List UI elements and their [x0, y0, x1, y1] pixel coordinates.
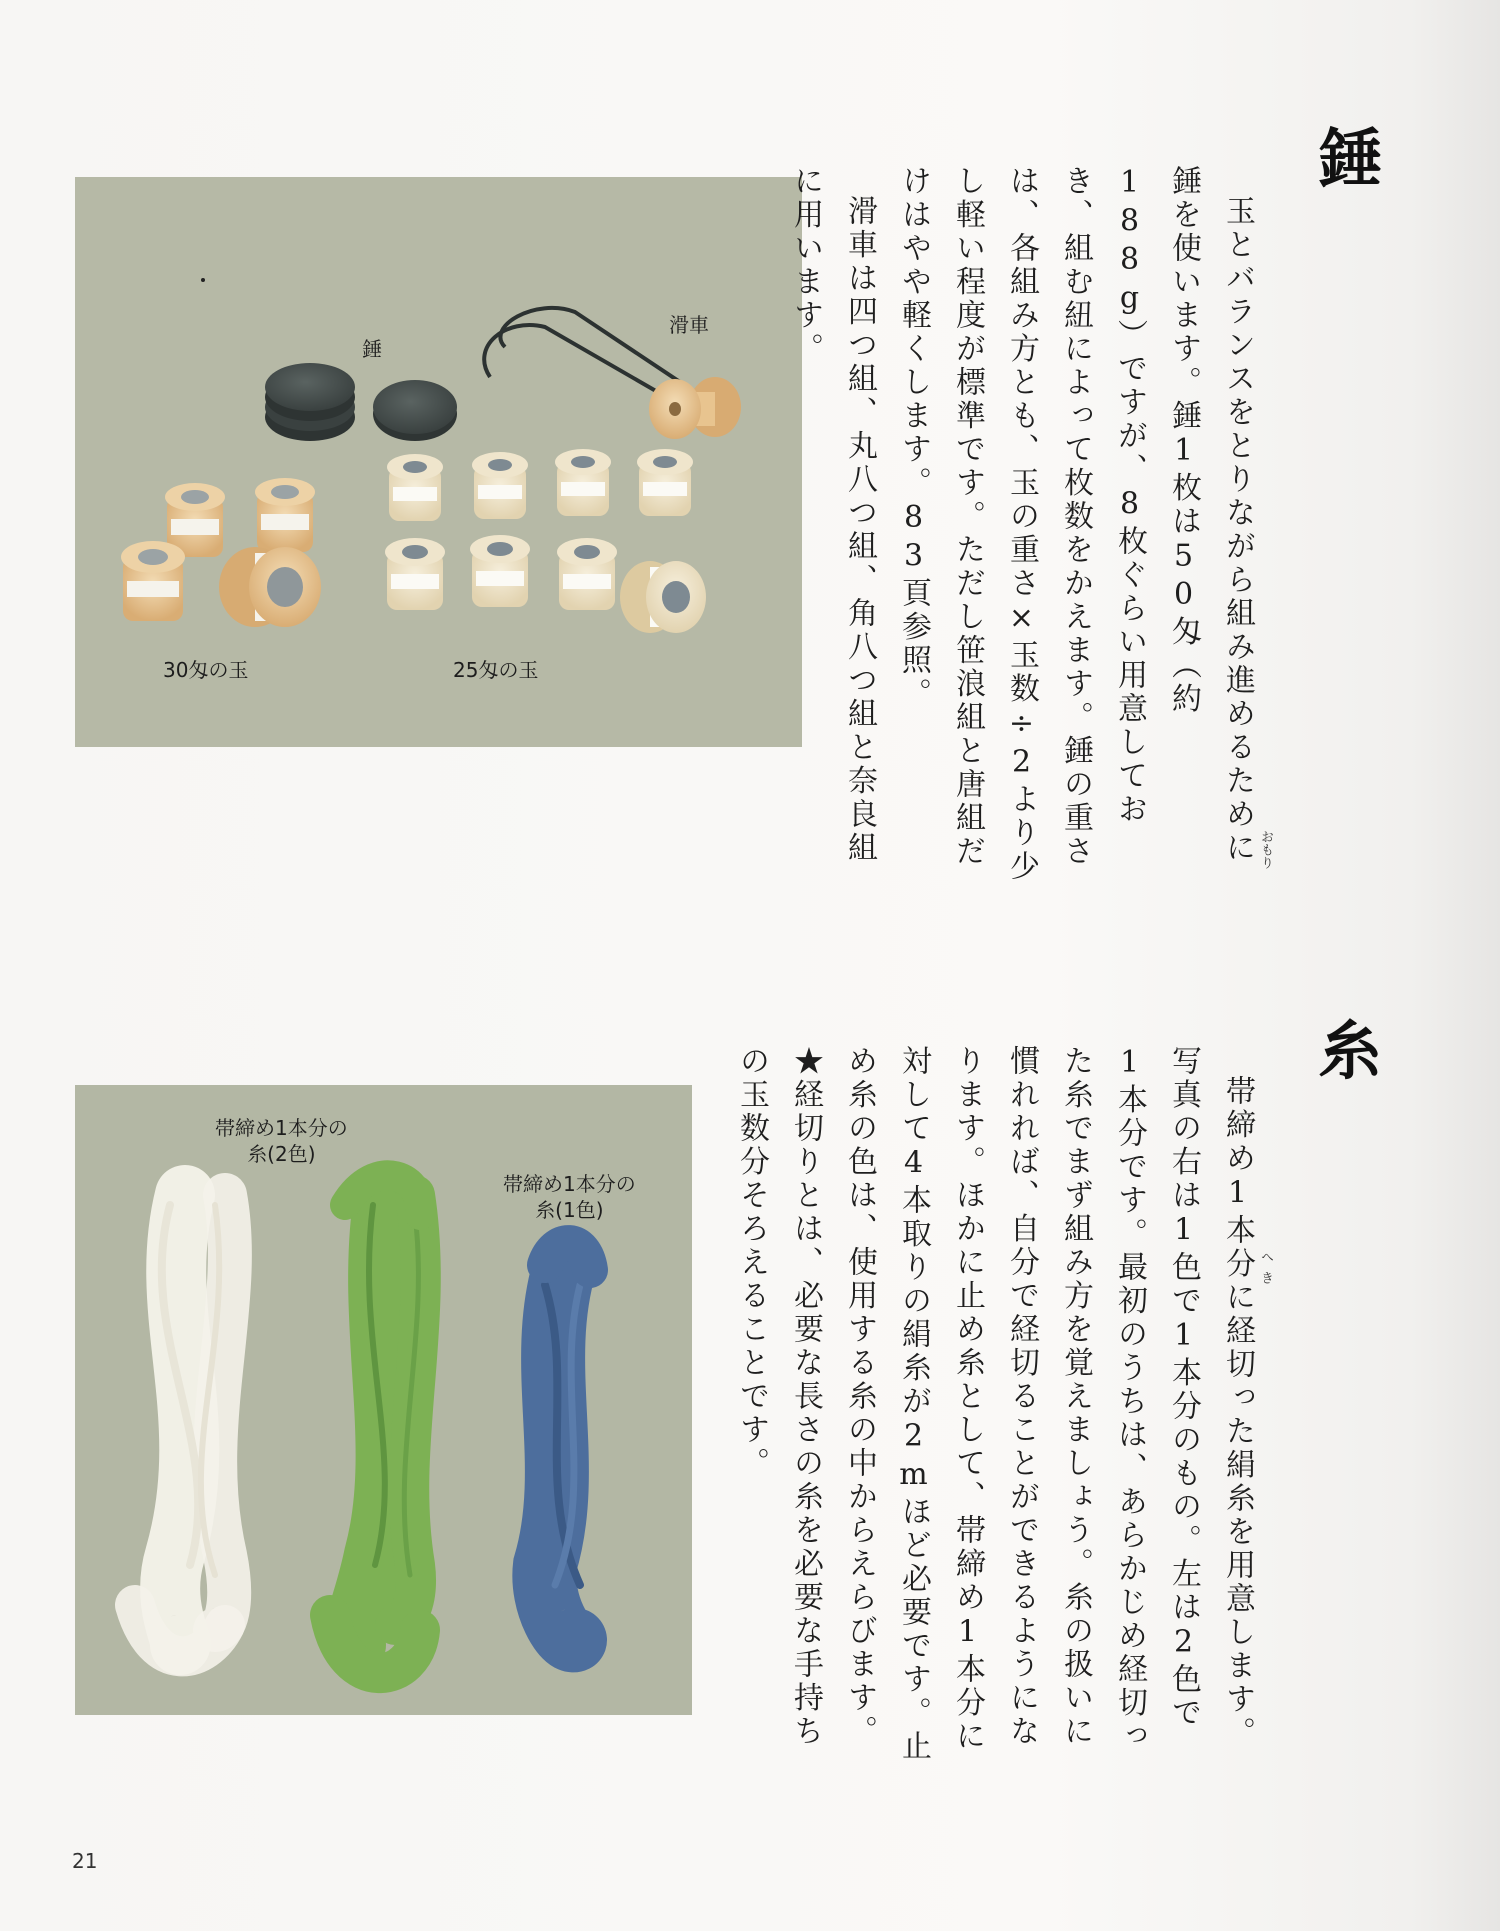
label-pulley: 滑車	[669, 313, 709, 337]
green-thread-skein	[330, 1175, 421, 1673]
weight-disc-stack	[265, 363, 355, 441]
weight-disc-single	[373, 380, 457, 441]
page-number: 21	[72, 1849, 98, 1873]
spools-25	[385, 449, 706, 633]
weights-paragraph-1: 玉とバランスをとりながら組み進めるために錘を使います。錘1枚は50匁（約188g）ですが、8枚ぐらい用意しておき、組む紐によって枚数をかえます。錘の重さは、各組み方とも、玉の重さ×玉数÷2より少し軽い程度が標準です。ただし笹浪組と唐組だけはやや軽くします。83頁参照。	[896, 165, 1255, 884]
heading-weight: 錘	[1318, 122, 1382, 197]
blue-thread-skein	[544, 1243, 590, 1640]
weights-text	[778, 165, 1264, 885]
weights-paragraph-2: 滑車は四つ組、丸八つ組、角八つ組と奈良組に用います。	[788, 165, 877, 865]
label-thread-two-color-text: 帯締め1本分の 糸(2色)	[215, 1116, 348, 1166]
label-thread-one-color-text: 帯締め1本分の 糸(1色)	[503, 1172, 636, 1222]
thread-text	[724, 1045, 1264, 1765]
label-30-monme-spool: 30匁の玉	[163, 658, 249, 682]
spools-30	[121, 478, 321, 627]
label-thread-one-color	[503, 1171, 636, 1223]
white-thread-skein	[135, 1195, 230, 1656]
label-weight: 錘	[362, 337, 382, 361]
pulley-spool	[649, 377, 741, 439]
label-25-monme-spool: 25匁の玉	[453, 658, 539, 682]
ruby-omori: おもり	[1258, 830, 1273, 869]
thread-paragraph-1: 帯締め1本分に経切った絹糸を用意します。写真の右は1色で1本分のもの。左は2色で1本分です。最初のうちは、あらかじめ経切った糸でまず組み方を覚えましょう。糸の扱いに慣れれば、自分で経切ることができるようになります。ほかに止め糸として、帯締め1本分に対して4本取りの絹糸が2mほど必要です。止め糸の色は、使用する糸の中からえらびます。	[842, 1045, 1255, 1764]
ruby-heki: へき	[1258, 1250, 1273, 1292]
threads-photo	[75, 1085, 692, 1715]
weights-photo	[75, 177, 802, 747]
label-thread-two-color	[215, 1115, 348, 1167]
heading-thread: 糸	[1318, 1014, 1382, 1089]
thread-note: ★経切りとは、必要な長さの糸を必要な手持ちの玉数分そろえることです。	[734, 1045, 823, 1749]
